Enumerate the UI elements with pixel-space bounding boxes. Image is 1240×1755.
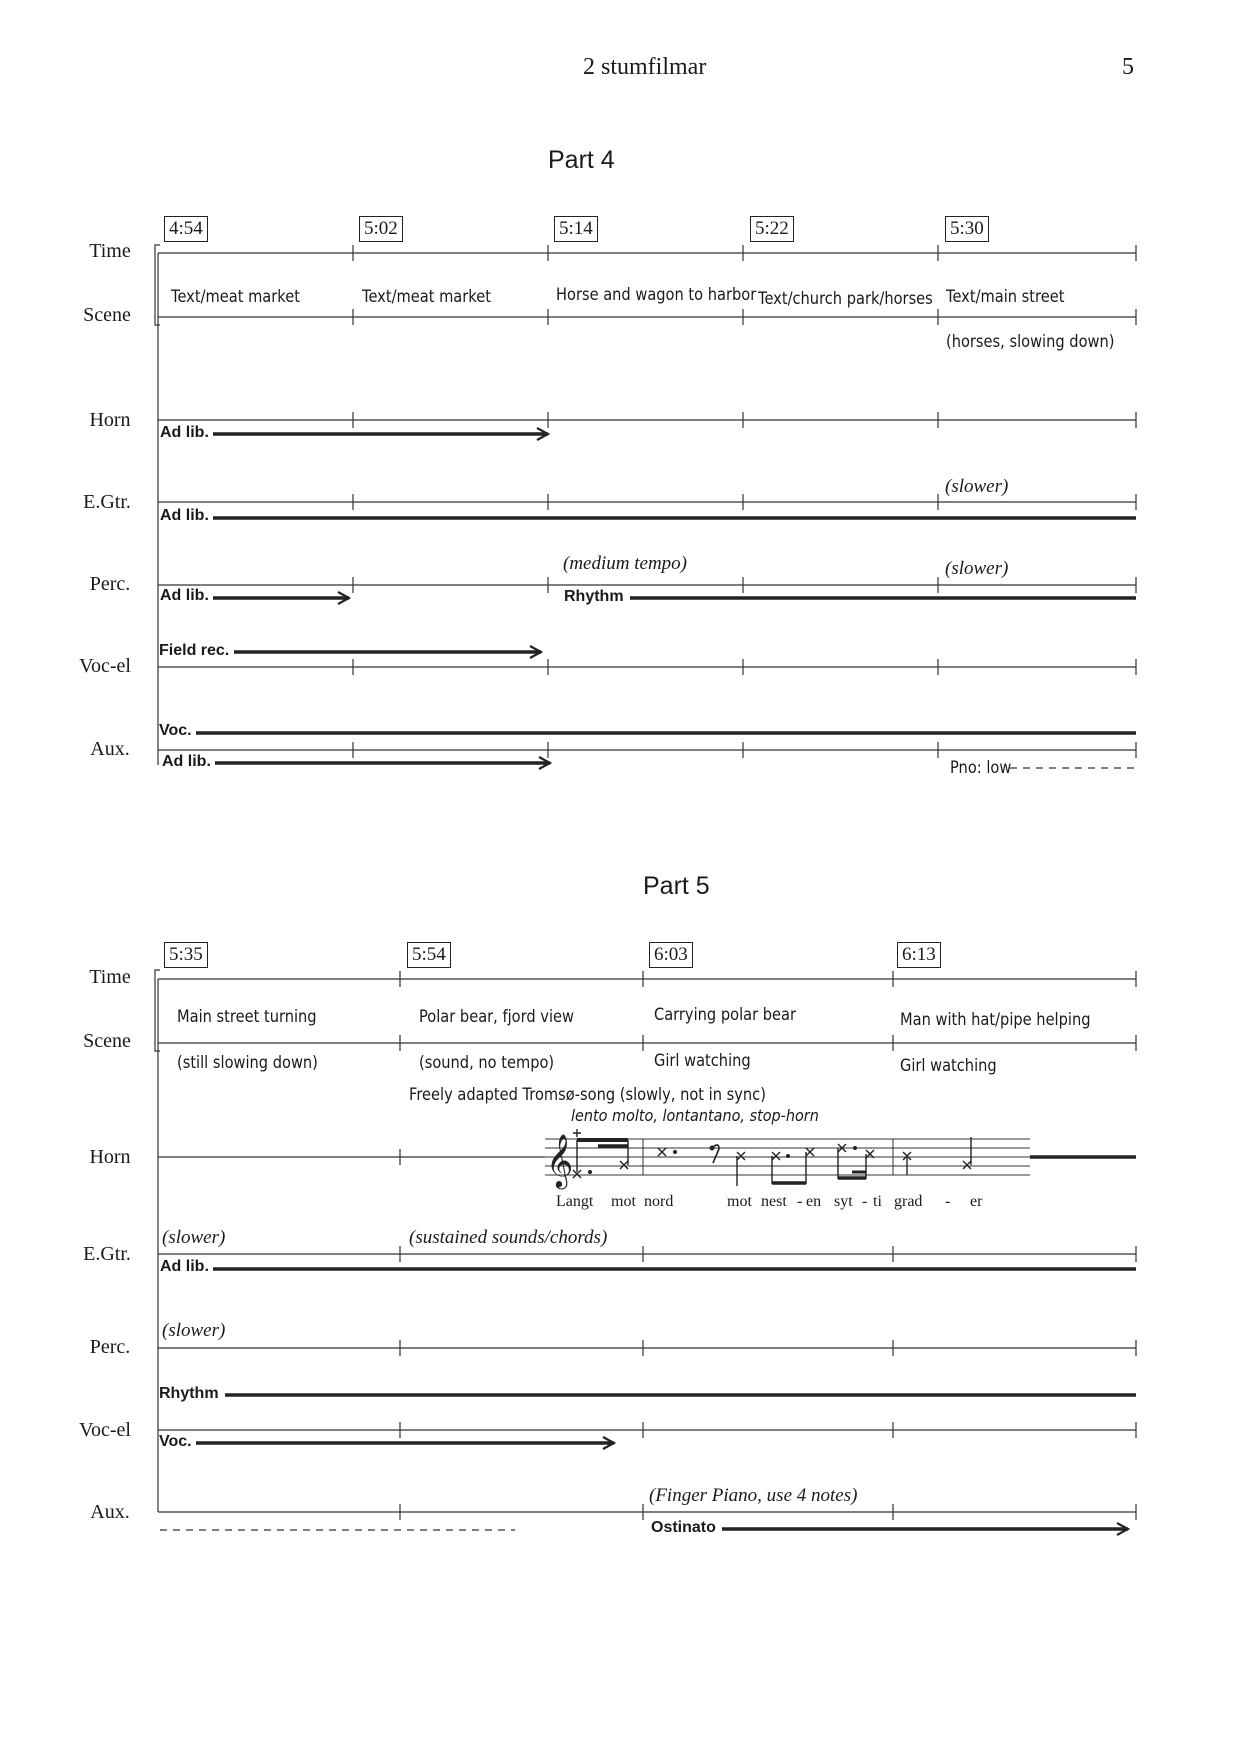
part5-vocel-label: Voc. (159, 1433, 192, 1450)
lyric-syllable: nest (761, 1193, 787, 1210)
part5-row-aux: Aux. (90, 1501, 130, 1523)
part4-scene: Text/meat market (362, 287, 491, 307)
part5-perc-rhythm: Rhythm (159, 1385, 219, 1402)
part4-time-marker: 5:02 (359, 216, 403, 242)
part5-time-marker: 5:54 (407, 942, 451, 968)
part4-row-time: Time (89, 240, 131, 262)
part5-aux-ostinato: Ostinato (651, 1519, 716, 1536)
part4-perc-note: (slower) (945, 558, 1009, 579)
page-number: 5 (1122, 54, 1134, 80)
part4-title: Part 4 (548, 146, 615, 174)
lyric-syllable: nord (644, 1193, 674, 1210)
part5-scene-note: (sound, no tempo) (419, 1053, 555, 1073)
lyric-syllable: syt (834, 1193, 853, 1210)
part4-time-marker: 4:54 (164, 216, 208, 242)
part4-horn-label: Ad lib. (160, 424, 209, 441)
part4-scene: Text/church park/horses (758, 289, 933, 309)
part4-row-egtr: E.Gtr. (83, 491, 131, 513)
lyric-syllable: grad (894, 1193, 923, 1210)
part5-scene-note: Girl watching (900, 1056, 997, 1076)
header-title: 2 stumfilmar (583, 54, 707, 80)
part5-song-note: Freely adapted Tromsø-song (slowly, not in sync) (409, 1085, 766, 1105)
part4-row-vocel: Voc-el (79, 655, 131, 677)
part4-egtr-label: Ad lib. (160, 507, 209, 524)
lyric-syllable: en (806, 1193, 822, 1210)
part5-time-marker: 5:35 (164, 942, 208, 968)
lyric-syllable: mot (727, 1193, 752, 1210)
part5-row-egtr: E.Gtr. (83, 1243, 131, 1265)
part4-row-aux: Aux. (90, 738, 130, 760)
part5-row-perc: Perc. (89, 1336, 131, 1358)
lyric-syllable: ti (873, 1193, 882, 1210)
part5-scene: Man with hat/pipe helping (900, 1010, 1091, 1030)
part5-egtr-sustained: (sustained sounds/chords) (409, 1227, 608, 1248)
part5-time-marker: 6:03 (649, 942, 693, 968)
part5-row-time: Time (89, 966, 131, 988)
treble-clef-icon: 𝄞 (546, 1133, 574, 1187)
part4-aux-adlib: Ad lib. (162, 753, 211, 770)
part4-scene: Text/main street (946, 287, 1065, 307)
part5-perc-slower: (slower) (162, 1320, 226, 1341)
part4-perc-label: Ad lib. (160, 587, 209, 604)
part5-row-horn: Horn (89, 1146, 131, 1168)
part5-scene-note: (still slowing down) (177, 1053, 318, 1073)
part5-egtr-slower: (slower) (162, 1227, 226, 1248)
part5-title: Part 5 (643, 872, 710, 900)
part4-time-marker: 5:30 (945, 216, 989, 242)
lyric-syllable: mot (611, 1193, 636, 1210)
lyric-syllable: - (862, 1193, 868, 1210)
part4-time-marker: 5:14 (554, 216, 598, 242)
part4-row-perc: Perc. (89, 573, 131, 595)
part4-perc-tempo: (medium tempo) (563, 553, 687, 574)
part5-time-marker: 6:13 (897, 942, 941, 968)
part5-scene: Polar bear, fjord view (419, 1007, 574, 1027)
part5-scene: Carrying polar bear (654, 1005, 796, 1025)
lyric-syllable: Langt (556, 1193, 594, 1210)
part5-row-vocel: Voc-el (79, 1419, 131, 1441)
part4-aux-voc: Voc. (159, 722, 192, 739)
part4-perc-rhythm: Rhythm (564, 588, 624, 605)
part4-scene: Text/meat market (171, 287, 300, 307)
part4-egtr-note: (slower) (945, 476, 1009, 497)
part5-aux-finger: (Finger Piano, use 4 notes) (649, 1485, 858, 1506)
part4-time-marker: 5:22 (750, 216, 794, 242)
part4-aux-pno: Pno: low (950, 758, 1012, 778)
part5-tempo-note: lento molto, lontantano, stop-horn (571, 1106, 819, 1125)
part4-row-scene: Scene (83, 304, 131, 326)
part4-row-horn: Horn (89, 409, 131, 431)
part4-staff-lines (158, 253, 1136, 765)
part4-scene-note: (horses, slowing down) (946, 332, 1115, 352)
part5-row-scene: Scene (83, 1030, 131, 1052)
lyric-syllable: - (945, 1193, 951, 1210)
lyric-syllable: er (970, 1193, 983, 1210)
part5-scene-note: Girl watching (654, 1051, 751, 1071)
part5-scene: Main street turning (177, 1007, 317, 1027)
part4-scene: Horse and wagon to harbor (556, 285, 757, 305)
lyric-syllable: - (797, 1193, 803, 1210)
part5-egtr-label: Ad lib. (160, 1258, 209, 1275)
part4-vocel-label: Field rec. (159, 642, 230, 659)
